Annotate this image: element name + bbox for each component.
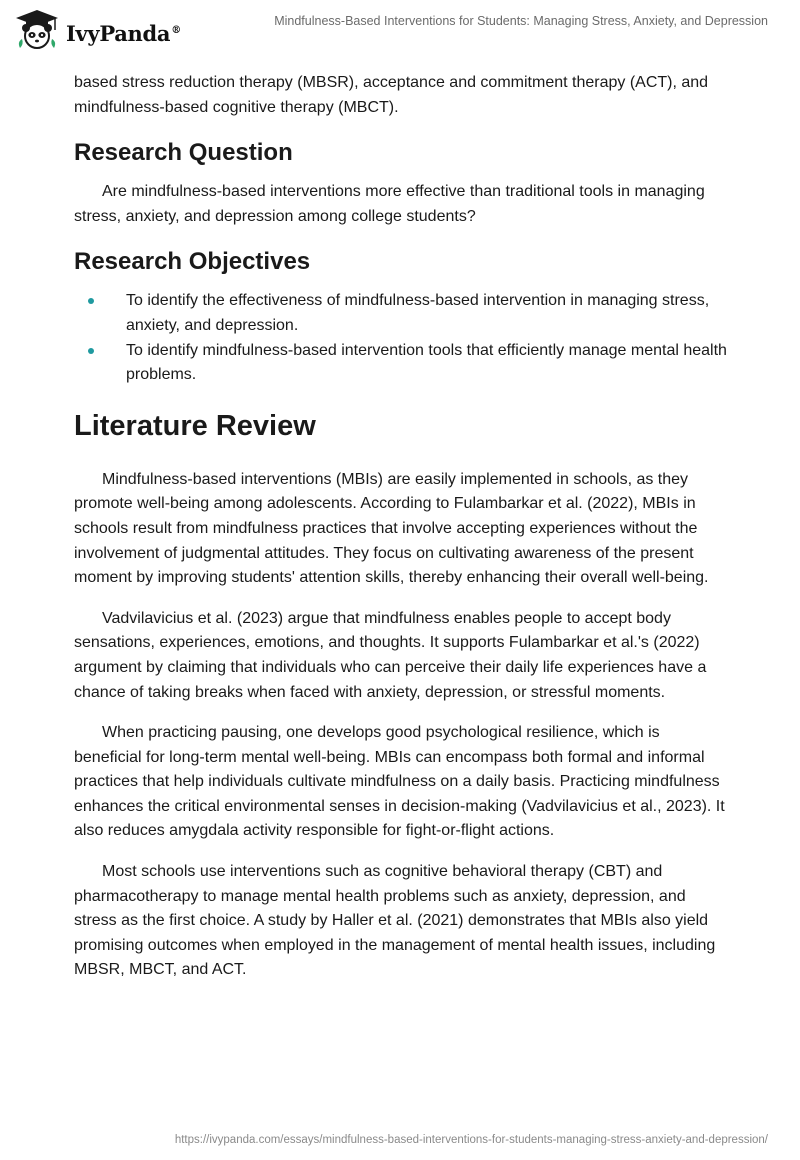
- literature-paragraph: Mindfulness-based interventions (MBIs) are easily implemented in schools, as they promote well-being among adolescents. According to Fulambarkar et al. (2022), MBIs in schools result from mindfulness practices that involve accepting experiences without the involvement of judgmental attitudes. They focus on cultivating awareness of the present moment by improving students' attention skills, thereby enhancing their overall well-being.: [74, 470, 709, 587]
- research-question-text: Are mindfulness-based interventions more effective than traditional tools in managing stress, anxiety, and depression among college students?: [74, 183, 705, 225]
- bullet-icon: [88, 348, 94, 354]
- literature-review-heading: Literature Review: [74, 409, 316, 442]
- literature-paragraph: When practicing pausing, one develops good psychological resilience, which is beneficial for long-term mental well-being. MBIs can encompass both formal and informal practices that help individuals cultivate mindfulness on a daily basis. Practicing mindfulness enhances the critical environmental senses in decision-making (Vadvilavicius et al., 2023). It also reduces amygdala activity responsible for fight-or-flight actions.: [74, 724, 725, 840]
- bullet-icon: [88, 298, 94, 304]
- source-url[interactable]: https://ivypanda.com/essays/mindfulness-based-interventions-for-students-managing-stress-anxiety-and-depression/: [174, 1134, 768, 1146]
- page-header: [0, 0, 800, 64]
- objectives-list: [74, 289, 728, 387]
- literature-paragraph: Vadvilavicius et al. (2023) argue that mindfulness enables people to accept body sensations, experiences, emotions, and thoughts. It supports Fulambarkar et al.'s (2022) argument by claiming that individuals who can perceive their daily life experiences have a chance of taking breaks when faced with anxiety, depression, or stressful moments.: [74, 609, 707, 701]
- panda-graduate-icon: [14, 8, 60, 52]
- research-question-heading: Research Question: [74, 139, 293, 167]
- logo[interactable]: [14, 8, 181, 52]
- document-title: Mindfulness-Based Interventions for Students: Managing Stress, Anxiety, and Depression: [274, 14, 768, 28]
- list-item: To identify the effectiveness of mindfulness-based intervention in managing stress, anxiety, and depression.: [74, 289, 728, 338]
- intro-paragraph-tail: based stress reduction therapy (MBSR), acceptance and commitment therapy (ACT), and mindfulness-based cognitive therapy (MBCT).: [74, 74, 709, 116]
- brand-name: IvyPanda®: [66, 20, 181, 46]
- research-objectives-heading: Research Objectives: [74, 248, 311, 276]
- essay-content: [74, 71, 728, 999]
- literature-paragraph: Most schools use interventions such as cognitive behavioral therapy (CBT) and pharmacotherapy to manage mental health problems such as anxiety, depression, and stress as the first choice. A study by Haller et al. (2021) demonstrates that MBIs also yield promising outcomes when employed in the management of mental health issues, including MBSR, MBCT, and ACT.: [74, 863, 716, 979]
- list-item: To identify mindfulness-based intervention tools that efficiently manage mental health problems.: [74, 339, 728, 388]
